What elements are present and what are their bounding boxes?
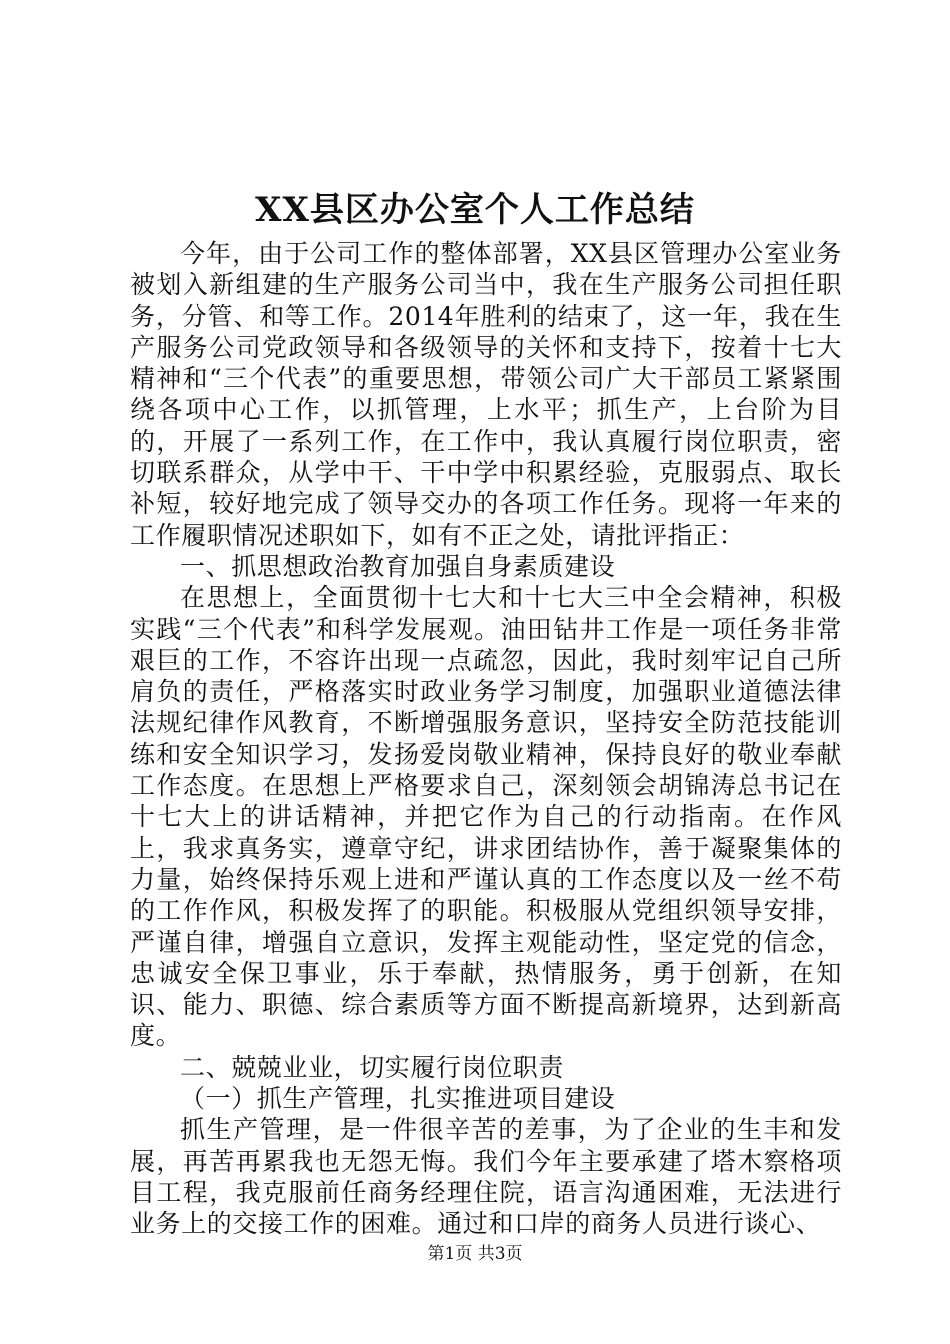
subsection-heading-1: （一）抓生产管理，扎实推进项目建设 bbox=[180, 1084, 616, 1114]
intro-paragraph: 今年，由于公司工作的整体部署，XX县区管理办公室业务被划入新组建的生产服务公司当中，我在生产服务公司担任职务，分管、和等工作。2014年胜利的结束了，这一年，我在生产服务公司党政领导和各级领导的关怀和支持下，按着十七大精神和“三个代表”的重要思想，带领公司广大干部员工紧紧围绕各项中心工作，以抓管理，上水平；抓生产，上台阶为目的，开展了一系列工作，在工作中，我认真履行岗位职责，密切联系群众，从学中干、干中学中积累经验，克服弱点、取长补短，较好地完成了领导交办的各项工作任务。现将一年来的工作履职情况述职如下，如有不正之处，请批评指正： bbox=[130, 239, 842, 550]
section-1-paragraph: 在思想上，全面贯彻十七大和十七大三中全会精神，积极实践“三个代表”和科学发展观。油田钻井工作是一项任务非常艰巨的工作，不容许出现一点疏忽，因此，我时刻牢记自己所肩负的责任，严格落实时政业务学习制度，加强职业道德法律法规纪律作风教育，不断增强服务意识，坚持安全防范技能训练和安全知识学习，发扬爱岗敬业精神，保持良好的敬业奉献工作态度。在思想上严格要求自己，深刻领会胡锦涛总书记在十七大上的讲话精神，并把它作为自己的行动指南。在作风上，我求真务实，遵章守纪，讲求团结协作，善于凝聚集体的力量，始终保持乐观上进和严谨认真的工作态度以及一丝不苟的工作作风，积极发挥了的职能。积极服从党组织领导安排，严谨自律，增强自立意识，发挥主观能动性，坚定党的信念，忠诚安全保卫事业，乐于奉献，热情服务，勇于创新，在知识、能力、职德、综合素质等方面不断提高新境界，达到新高度。 bbox=[130, 583, 842, 1051]
subsection-1-paragraph: 抓生产管理，是一件很辛苦的差事，为了企业的生丰和发展，再苦再累我也无怨无悔。我们今年主要承建了塔木察格项目工程，我克服前任商务经理住院，语言沟通困难，无法进行业务上的交接工作的困难。通过和口岸的商务人员进行谈心、 bbox=[130, 1115, 842, 1239]
section-heading-1: 一、抓思想政治教育加强自身素质建设 bbox=[180, 551, 616, 581]
section-heading-2: 二、兢兢业业，切实履行岗位职责 bbox=[180, 1052, 565, 1082]
document-title: XX县区办公室个人工作总结 bbox=[255, 190, 695, 230]
document-body bbox=[130, 238, 842, 1240]
page-number-footer: 第1页 共3页 bbox=[427, 1244, 523, 1264]
